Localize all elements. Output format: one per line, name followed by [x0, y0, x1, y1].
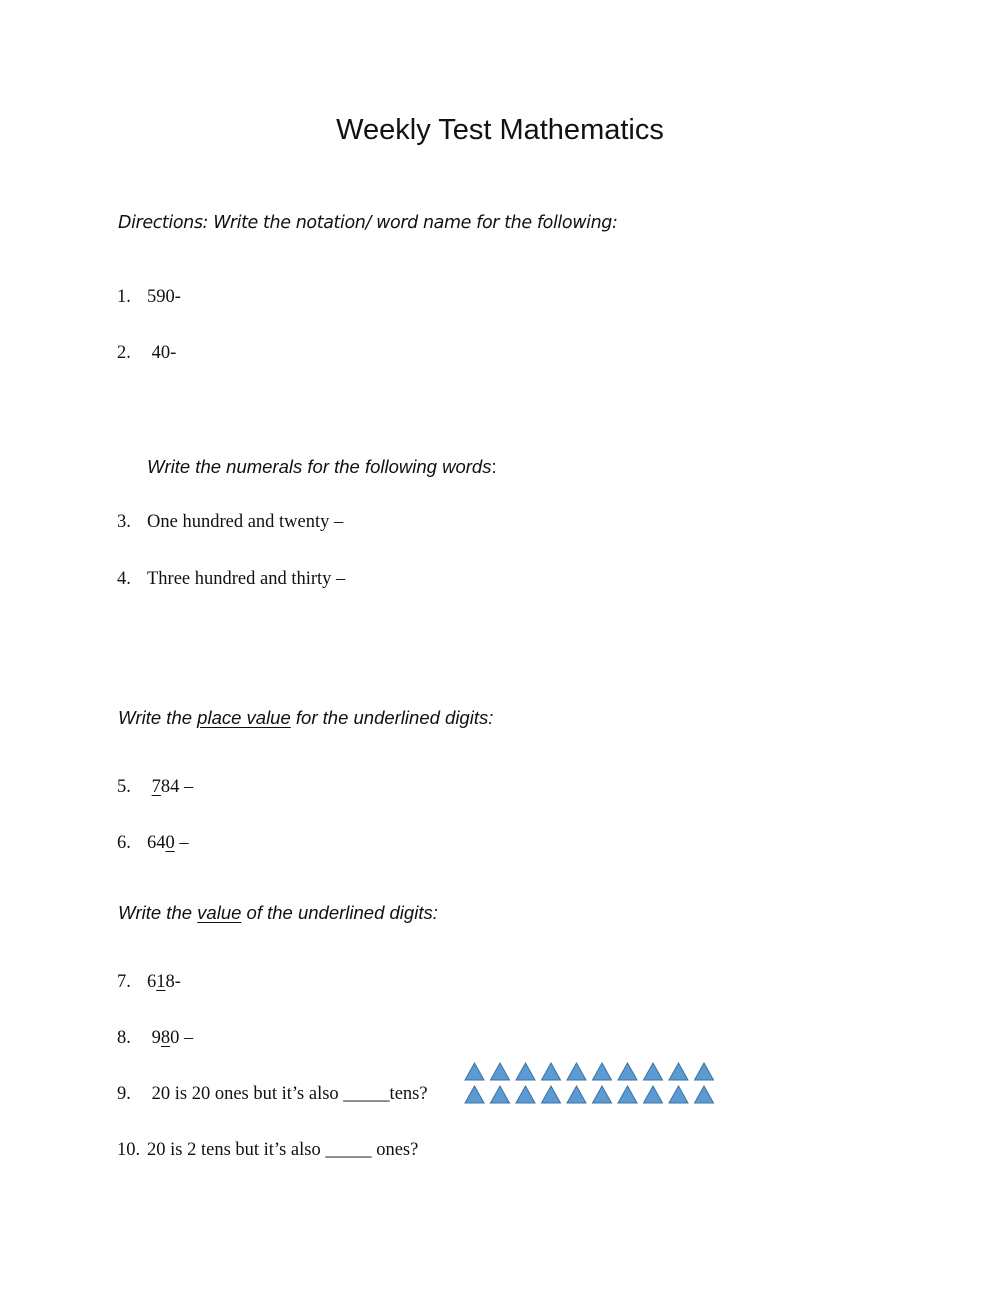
question-text: One hundred and twenty – [147, 512, 344, 532]
heading-underlined: place value [197, 707, 291, 728]
question-10 [117, 1140, 418, 1161]
question-text: 20 is 20 ones but it’s also _____tens? [147, 1084, 428, 1104]
question-7 [117, 972, 181, 993]
question-5 [117, 777, 193, 798]
question-number: 9. [117, 1084, 131, 1104]
heading-text-pre: Write the [118, 707, 198, 728]
question-9 [117, 1084, 428, 1105]
underlined-digit: 1 [156, 972, 166, 992]
question-text-post: 0 – [170, 1028, 194, 1048]
question-4 [117, 569, 345, 590]
heading-text-post: of the underlined digits: [241, 902, 438, 923]
triangle-counter [618, 1086, 637, 1103]
question-number: 3. [117, 512, 131, 532]
question-number: 5. [117, 777, 131, 797]
underlined-digit: 7 [151, 777, 161, 797]
triangle-counter [567, 1086, 586, 1103]
triangle-counter [491, 1063, 510, 1080]
triangle-counter [593, 1063, 612, 1080]
triangle-counter [465, 1086, 484, 1103]
question-text: 20 is 2 tens but it’s also _____ ones? [147, 1140, 419, 1160]
question-text-post: – [174, 833, 189, 853]
triangle-counter [516, 1086, 535, 1103]
question-1 [117, 287, 181, 308]
section-heading-value [118, 902, 438, 924]
triangle-counter [695, 1086, 714, 1103]
question-number: 1. [117, 287, 131, 307]
question-2 [117, 343, 176, 364]
triangle-counters [462, 1060, 714, 1108]
section-heading-place-value [118, 707, 493, 729]
question-number: 4. [117, 569, 131, 589]
question-number: 2. [117, 343, 131, 363]
triangle-counter [465, 1063, 484, 1080]
question-text: 590- [147, 287, 181, 307]
question-8 [117, 1028, 193, 1049]
triangle-counter [516, 1063, 535, 1080]
triangle-counter [567, 1063, 586, 1080]
triangle-counter [644, 1063, 663, 1080]
question-text: Three hundred and thirty – [147, 569, 346, 589]
question-text-post: 84 – [160, 777, 194, 797]
question-number: 8. [117, 1028, 131, 1048]
triangle-counter [695, 1063, 714, 1080]
page-title: Weekly Test Mathematics [336, 114, 664, 146]
question-text-post: 8- [165, 972, 181, 992]
triangle-counter [542, 1086, 561, 1103]
section-heading-numerals [147, 456, 497, 478]
underlined-digit: 0 [165, 833, 175, 853]
question-6 [117, 833, 189, 854]
triangle-counter [644, 1086, 663, 1103]
heading-colon: : [491, 456, 497, 477]
heading-text-pre: Write the [118, 902, 198, 923]
triangle-counter [491, 1086, 510, 1103]
question-3 [117, 512, 343, 533]
directions-text: Directions: Write the notation/ word name for the following: [118, 213, 618, 233]
heading-text: Write the numerals for the following words [147, 456, 492, 477]
question-number: 7. [117, 972, 131, 992]
triangle-counter [618, 1063, 637, 1080]
question-text-pre: 6 [147, 972, 157, 992]
triangle-counter [593, 1086, 612, 1103]
question-text: 40- [147, 343, 177, 363]
question-number: 10. [117, 1140, 141, 1160]
question-number: 6. [117, 833, 131, 853]
question-text-pre: 64 [147, 833, 166, 853]
heading-underlined: value [197, 902, 242, 923]
question-text-pre: 9 [147, 1028, 161, 1048]
underlined-digit: 8 [160, 1028, 171, 1048]
heading-text-post: for the underlined digits: [290, 707, 494, 728]
triangle-counter [669, 1086, 688, 1103]
triangle-counter [542, 1063, 561, 1080]
triangle-counter [669, 1063, 688, 1080]
